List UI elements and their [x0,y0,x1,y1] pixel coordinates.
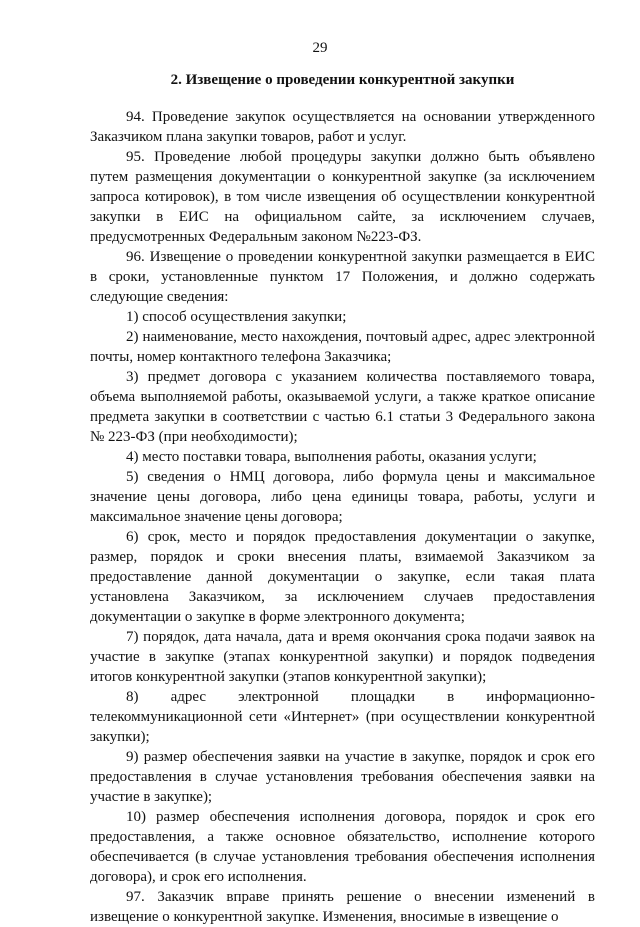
paragraph-96: 96. Извещение о проведении конкурентной закупки размещается в ЕИС в сроки, установленные пунктом 17 Положения, и должно содержать следующие сведения: [90,249,595,305]
document-body [90,107,595,927]
list-item-6: 6) срок, место и порядок предоставления документации о закупке, размер, порядок и сроки внесения платы, взимаемой Заказчиком за предоставление данной документации о закупке, если такая плата установлена Заказчиком, за исключением случаев предоставления документации о закупке в форме электронного документа; [90,529,595,625]
list-item-5: 5) сведения о НМЦ договора, либо формула цены и максимальное значение цены договора, либо цена единицы товара, работы, услуги и максимальное значение цены договора; [90,469,595,525]
paragraph-97: 97. Заказчик вправе принять решение о внесении изменений в извещение о конкурентной закупке. Изменения, вносимые в извещение о [90,889,595,925]
list-item-4: 4) место поставки товара, выполнения работы, оказания услуги; [126,449,537,465]
list-item-8: 8) адрес электронной площадки в информационно-телекоммуникационной сети «Интернет» (при осуществлении конкурентной закупки); [90,689,595,745]
list-item-1: 1) способ осуществления закупки; [126,309,347,325]
page-number: 29 [312,40,328,56]
paragraph-94: 94. Проведение закупок осуществляется на основании утвержденного Заказчиком плана закупки товаров, работ и услуг. [90,109,595,145]
list-item-7: 7) порядок, дата начала, дата и время окончания срока подачи заявок на участие в закупке (этапах конкурентной закупки) и порядок подведения итогов конкурентной закупки (этапов конкурентной закупки); [90,629,595,685]
section-heading: 2. Извещение о проведении конкурентной закупки [170,72,515,88]
list-item-2: 2) наименование, место нахождения, почтовый адрес, адрес электронной почты, номер контактного телефона Заказчика; [90,329,595,365]
list-item-10: 10) размер обеспечения исполнения договора, порядок и срок его предоставления, а также основное обязательство, исполнение которого обеспечивается (в случае установления требования обеспечения исполнения договора), и срок его исполнения. [90,809,595,885]
list-item-3: 3) предмет договора с указанием количества поставляемого товара, объема выполняемой работы, оказываемой услуги, а также краткое описание предмета закупки в соответствии с частью 6.1 статьи 3 Федерального закона № 223-ФЗ (при необходимости); [90,369,595,445]
list-item-9: 9) размер обеспечения заявки на участие в закупке, порядок и срок его предоставления в случае установления требования обеспечения заявки на участие в закупке); [90,749,595,805]
paragraph-95: 95. Проведение любой процедуры закупки должно быть объявлено путем размещения документации о конкурентной закупке (за исключением запроса котировок), в том числе извещения об осуществлении конкурентной закупки в ЕИС на официальном сайте, за исключением случаев, предусмотренных Федеральным законом №223-ФЗ. [90,149,595,245]
